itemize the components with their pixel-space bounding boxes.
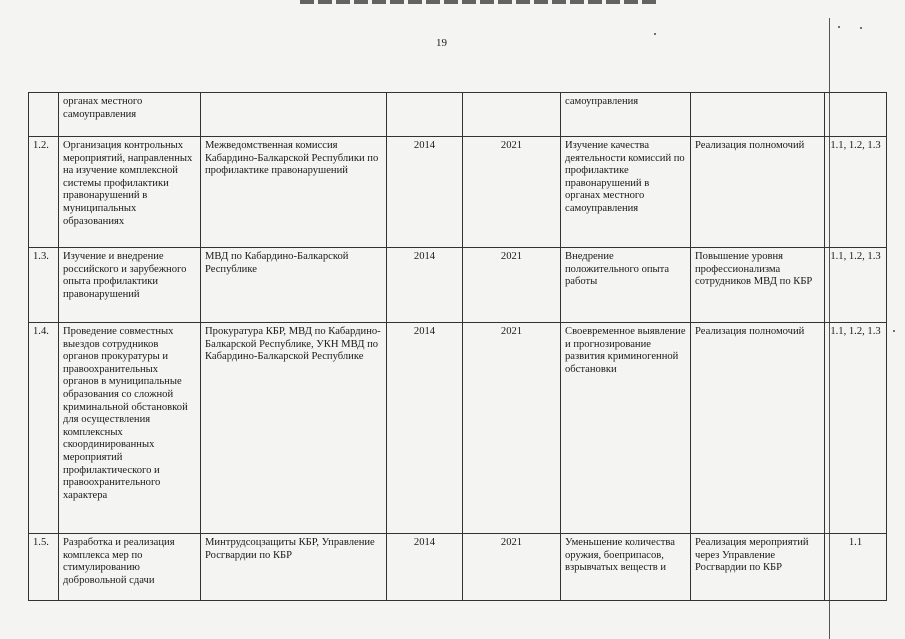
cell-expected-result: Изучение качества деятельности комиссий по профилактике правонарушений в органах местного самоуправления [561,137,691,248]
cell-start-year: 2014 [387,323,463,534]
cell-row-number: 1.5. [29,534,59,601]
scan-artifact-dot [838,26,840,28]
table-row [29,323,887,534]
cell-expected-result: самоуправления [561,93,691,137]
cell-end-year: 2021 [463,248,561,323]
cell-indicators: 1.1 [825,534,887,601]
cell-row-number [29,93,59,137]
table-row [29,248,887,323]
cell-executor: Минтрудсоцзащиты КБР, Управление Росгвардии по КБР [201,534,387,601]
cell-start-year: 2014 [387,137,463,248]
cell-effect [691,93,825,137]
cell-start-year [387,93,463,137]
scan-artifact-top [300,0,660,4]
cell-expected-result: Внедрение положительного опыта работы [561,248,691,323]
cell-activity-name: Организация контрольных мероприятий, направленных на изучение комплексной системы профилактики правонарушений в муниципальных образованиях [59,137,201,248]
cell-end-year: 2021 [463,137,561,248]
program-table [28,92,887,601]
cell-start-year: 2014 [387,248,463,323]
cell-row-number: 1.2. [29,137,59,248]
cell-executor: Прокуратура КБР, МВД по Кабардино-Балкарской Республике, УКН МВД по Кабардино-Балкарской Республике [201,323,387,534]
scan-artifact-dot [654,33,656,35]
cell-end-year: 2021 [463,534,561,601]
cell-executor [201,93,387,137]
cell-activity-name: Проведение совместных выездов сотрудников органов прокуратуры и правоохранительных органов в муниципальные образования со сложной криминальной обстановкой для осуществления комплексных скоординированных мероприятий профилактического и правоохранительного характера [59,323,201,534]
scan-artifact-dot [893,330,895,332]
cell-expected-result: Уменьшение количества оружия, боеприпасов, взрывчатых веществ и [561,534,691,601]
cell-effect: Реализация полномочий [691,137,825,248]
cell-executor: МВД по Кабардино-Балкарской Республике [201,248,387,323]
page-number: 19 [436,37,447,49]
cell-row-number: 1.4. [29,323,59,534]
table-row [29,137,887,248]
cell-effect: Повышение уровня профессионализма сотрудников МВД по КБР [691,248,825,323]
cell-activity-name: органах местного самоуправления [59,93,201,137]
cell-activity-name: Разработка и реализация комплекса мер по стимулированию добровольной сдачи [59,534,201,601]
cell-effect: Реализация мероприятий через Управление Росгвардии по КБР [691,534,825,601]
cell-indicators: 1.1, 1.2, 1.3 [825,323,887,534]
scan-artifact-dot [860,27,862,29]
table-row [29,93,887,137]
cell-effect: Реализация полномочий [691,323,825,534]
cell-indicators [825,93,887,137]
cell-end-year: 2021 [463,323,561,534]
cell-end-year [463,93,561,137]
cell-executor: Межведомственная комиссия Кабардино-Балкарской Республики по профилактике правонарушений [201,137,387,248]
cell-indicators: 1.1, 1.2, 1.3 [825,137,887,248]
cell-indicators: 1.1, 1.2, 1.3 [825,248,887,323]
cell-expected-result: Своевременное выявление и прогнозирование развития криминогенной обстановки [561,323,691,534]
table-row [29,534,887,601]
cell-start-year: 2014 [387,534,463,601]
cell-activity-name: Изучение и внедрение российского и зарубежного опыта профилактики правонарушений [59,248,201,323]
cell-row-number: 1.3. [29,248,59,323]
